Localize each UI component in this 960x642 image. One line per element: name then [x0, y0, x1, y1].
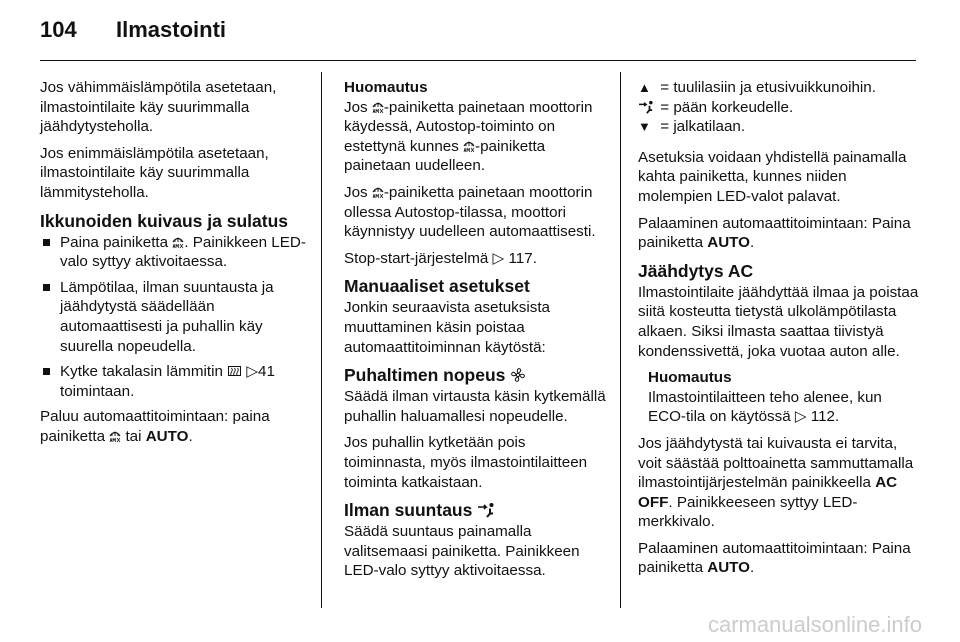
column-2 — [344, 78, 606, 588]
page-reference[interactable]: 112 — [810, 408, 836, 426]
paragraph-min-temp: Jos vähimmäislämpötila asetetaan, ilmastointilaite käy suurimmalla jäähdytysteholla. — [40, 79, 277, 136]
heading-cooling-ac: Jäähdytys AC — [638, 260, 754, 281]
list-item: Paina painiketta . Painikkeen LED-valo syttyy aktivoitaessa. — [40, 233, 312, 272]
page-header — [40, 16, 226, 44]
page-reference[interactable]: 41 — [258, 363, 275, 381]
heading-air-direction: Ilman suuntaus — [344, 500, 606, 521]
note-block — [638, 368, 920, 427]
ac-off-button-label: AC OFF — [638, 474, 898, 511]
bullet-icon — [43, 284, 50, 291]
triangle-up-icon: ▲ — [638, 80, 651, 95]
auto-button-label: AUTO — [707, 559, 750, 577]
defrost-max-icon — [109, 429, 121, 443]
paragraph-ac-off: Jos jäähdytystä tai kuivausta ei tarvita, voit säästää polttoainetta sammuttamalla ilmastointijärjestelmän painikkeella AC OFF. Painikkeeseen syttyy LED-merkkivalo. — [638, 434, 914, 531]
note-title: Huomautus — [648, 369, 732, 387]
note-title: Huomautus — [344, 79, 428, 96]
bullet-icon — [43, 368, 50, 375]
heading-fan-speed: Puhaltimen nopeus — [344, 365, 606, 386]
list-item: Lämpötilaa, ilman suuntausta ja jäähdytystä säädellään automaattisesti ja puhallin käy suurella nopeudella. — [40, 278, 312, 356]
page-ref-icon: ▷ — [246, 363, 259, 381]
note-paragraph: Ilmastointilaitteen teho alenee, kun ECO-tila on käytössä ▷ 112. — [648, 388, 882, 426]
paragraph-air-direction: Säädä suuntaus painamalla valitsemaasi painiketta. Painikkeen LED-valo syttyy aktivoitaessa. — [344, 523, 580, 580]
defrost-max-icon — [463, 139, 475, 153]
heading-manual-settings: Manuaaliset asetukset — [344, 276, 530, 297]
paragraph-return-auto-2: Palaaminen automaattitoimintaan: Paina painiketta AUTO. — [638, 539, 911, 577]
triangle-down-icon: ▼ — [638, 119, 651, 135]
head-level-airflow-icon — [477, 502, 495, 518]
airflow-head-row: = pään korkeudelle. — [638, 98, 920, 118]
watermark: carmanualsonline.info — [707, 612, 922, 637]
paragraph-fan-2: Jos puhallin kytketään pois toiminnasta, myös ilmastointilaitteen toiminta katkaistaan. — [344, 434, 588, 491]
paragraph-ac: Ilmastointilaite jäähdyttää ilmaa ja poistaa siitä kosteutta tietystä ulkolämpötilasta alkaen. Siksi ilmasta saattaa tiivistyä kondenssivettä, joka vuotaa auton alle. — [638, 283, 919, 360]
paragraph-return-auto: Paluu automaattitoimintaan: paina painiketta tai AUTO. — [40, 408, 270, 445]
page-title: Ilmastointi — [116, 17, 227, 42]
header-rule — [40, 60, 916, 61]
page-reference[interactable]: 117 — [508, 249, 533, 267]
defrost-max-icon — [172, 235, 184, 249]
bullet-icon — [43, 239, 50, 246]
note-paragraph-3: Stop-start-järjestelmä ▷ 117. — [344, 249, 537, 267]
column-divider-1 — [321, 72, 322, 608]
defrost-max-icon — [372, 185, 384, 199]
paragraph-fan-1: Säädä ilman virtausta käsin kytkemällä puhallin haluamallesi nopeudelle. — [344, 388, 606, 425]
defrost-max-icon — [372, 100, 384, 114]
column-1 — [40, 78, 312, 454]
defog-list — [40, 233, 312, 402]
note-paragraph-1: Jos -painiketta painetaan moottorin käydessä, Autostop-toiminto on estettynä kunnes -painiketta painetaan uudelleen. — [344, 98, 593, 175]
column-3 — [638, 78, 920, 585]
column-divider-2 — [620, 72, 621, 608]
paragraph-return-auto: Palaaminen automaattitoimintaan: Paina painiketta AUTO. — [638, 214, 911, 252]
airflow-windscreen-row: ▲ = tuulilasiin ja etusivuikkunoihin. — [638, 79, 876, 96]
paragraph-manual: Jonkin seuraavista asetuksista muuttaminen käsin poistaa automaattitoiminnan käytöstä: — [344, 299, 550, 356]
page-ref-icon: ▷ — [492, 249, 505, 267]
paragraph-max-temp: Jos enimmäislämpötila asetetaan, ilmastointilaite käy suurimmalla lämmitysteholla. — [40, 144, 269, 201]
note-paragraph-2: Jos -painiketta painetaan moottorin ollessa Autostop-tilassa, moottori käynnistyy uudelleen automaattisesti. — [344, 183, 596, 241]
heading-defog: Ikkunoiden kuivaus ja sulatus — [40, 210, 288, 231]
list-item: Kytke takalasin lämmitin ▷41 toimintaan. — [40, 362, 312, 401]
paragraph-combine: Asetuksia voidaan yhdistellä painamalla kahta painiketta, kunnes niiden molempien LED-valot palavat. — [638, 148, 907, 205]
airflow-foot-row: ▼ = jalkatilaan. — [638, 118, 746, 136]
auto-button-label: AUTO — [707, 234, 750, 252]
rear-window-heater-icon — [227, 365, 242, 378]
page-number: 104 — [40, 17, 77, 42]
page-ref-icon: ▷ — [794, 408, 807, 426]
auto-button-label: AUTO — [145, 427, 189, 445]
head-level-airflow-icon — [638, 100, 654, 114]
fan-icon — [510, 367, 526, 383]
